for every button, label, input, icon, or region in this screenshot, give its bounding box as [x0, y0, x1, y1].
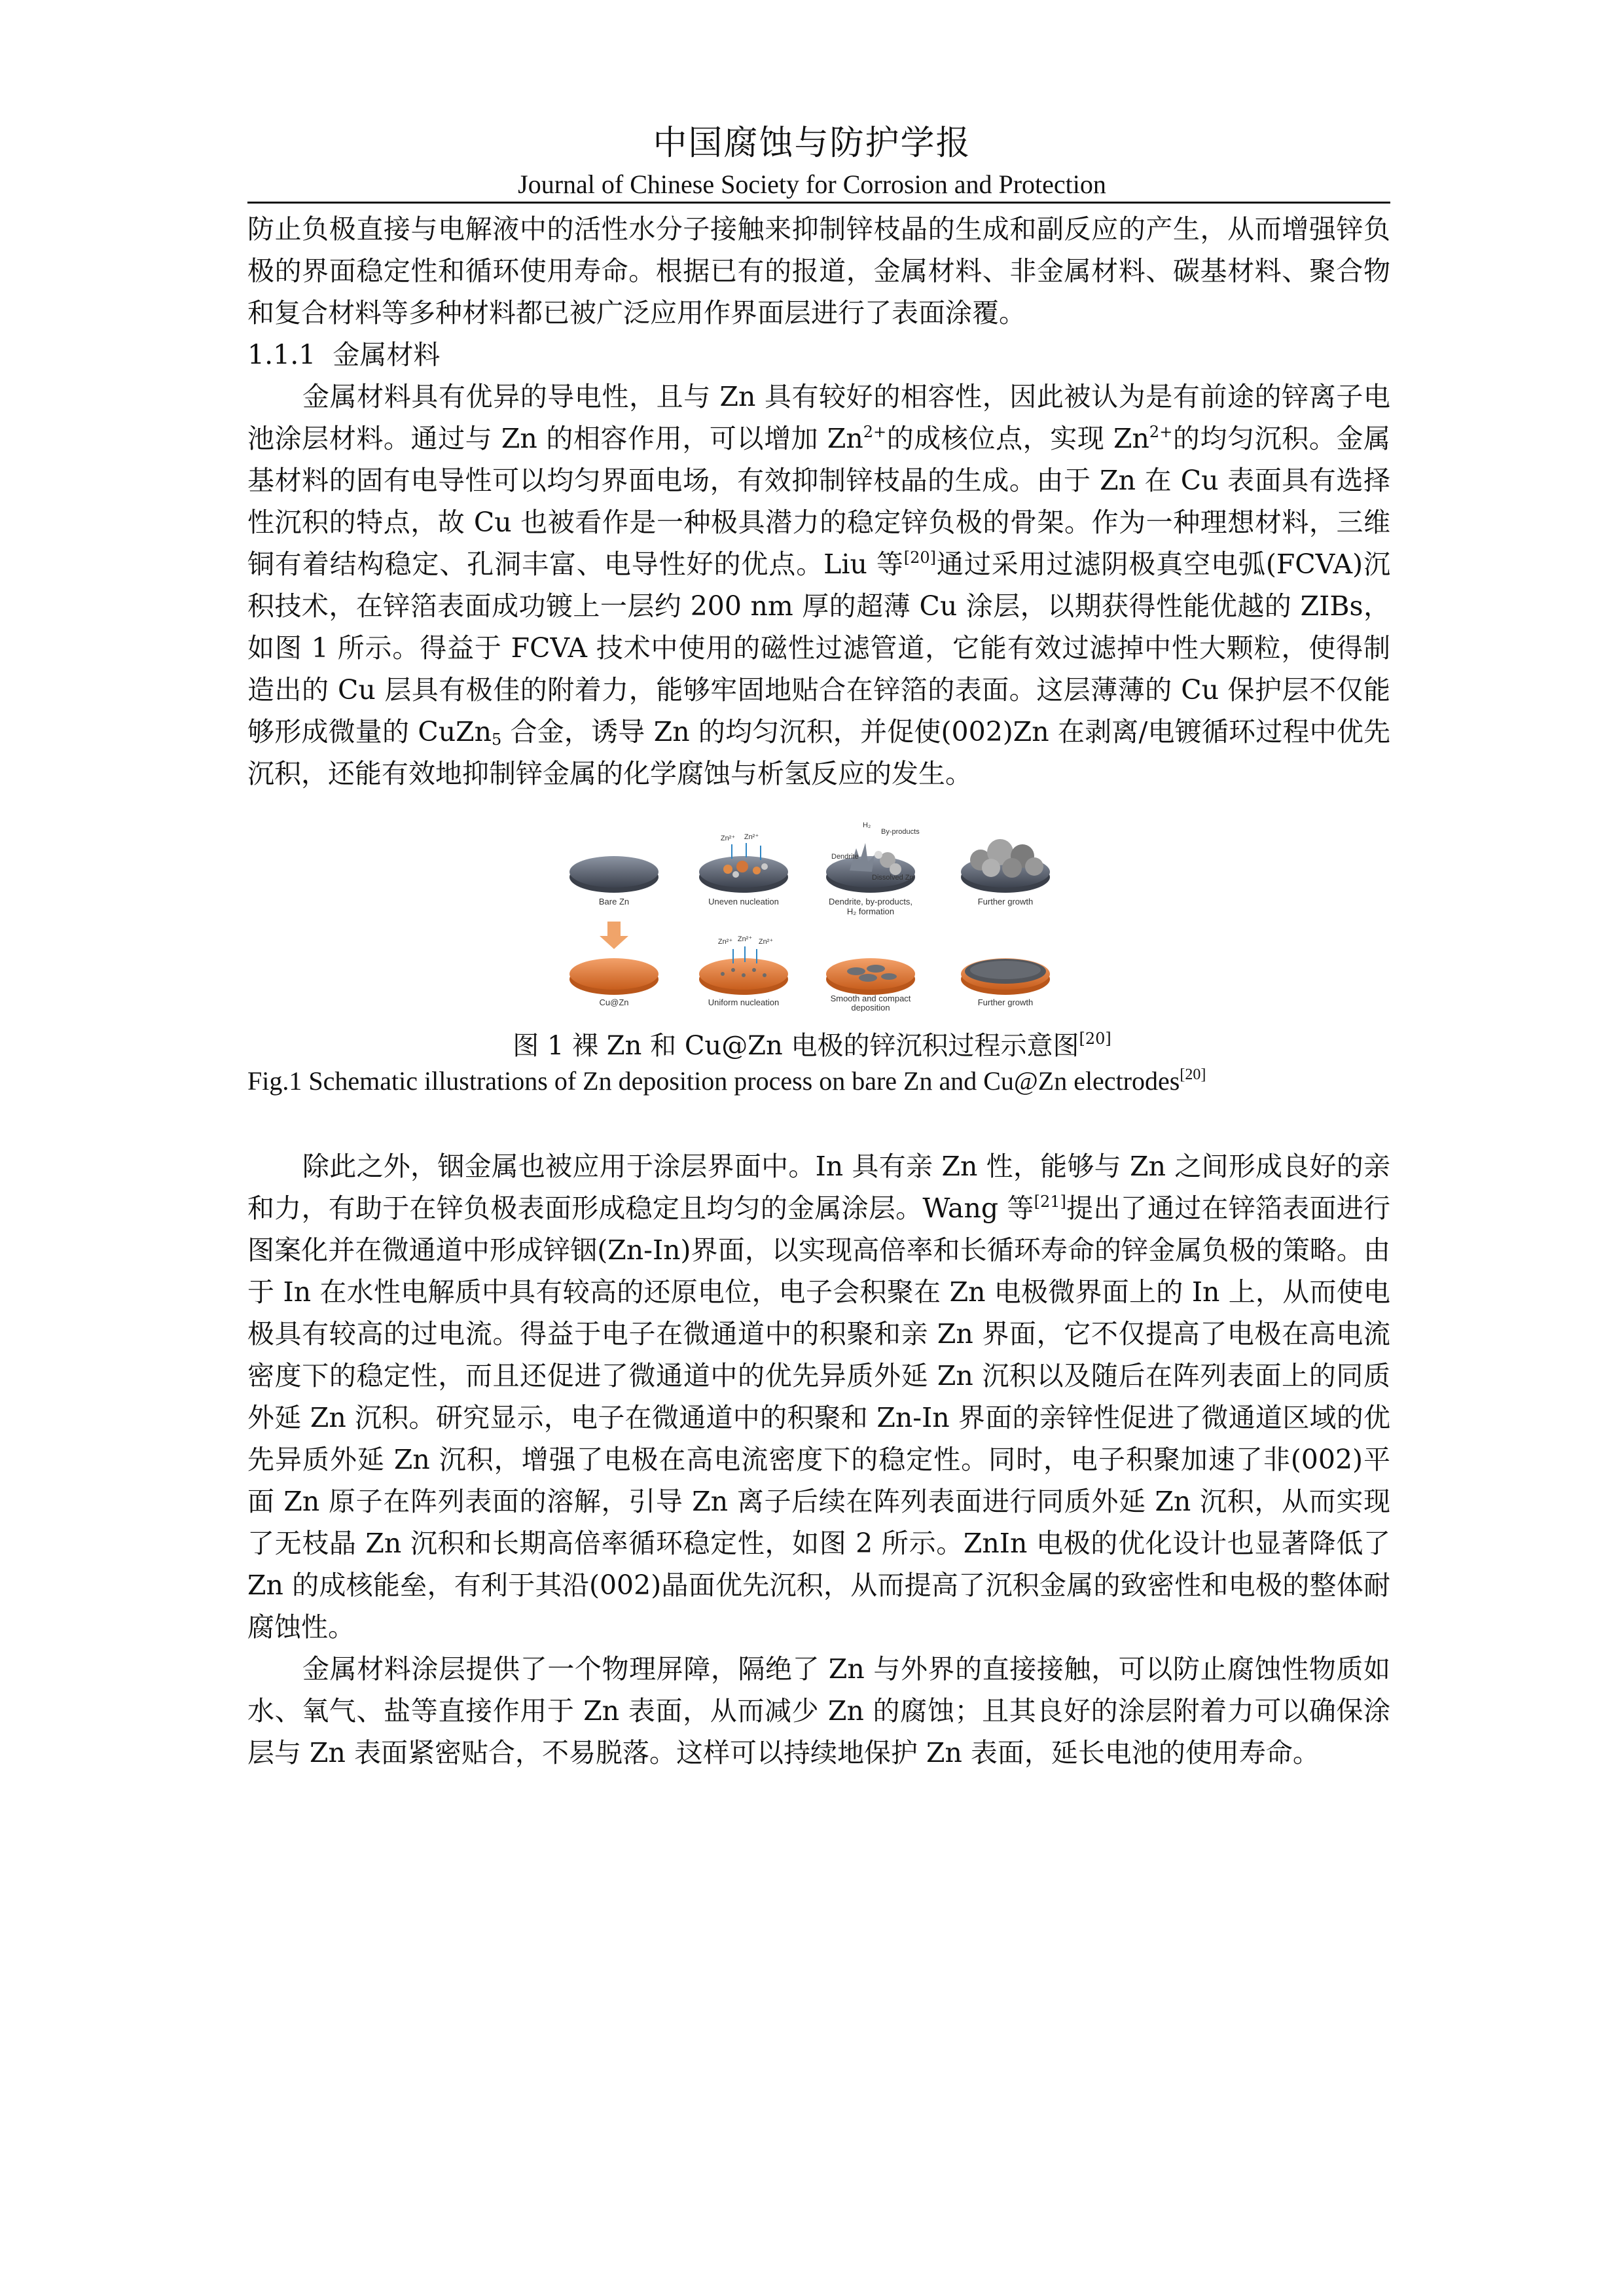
label-zn-ion: Zn²⁺ [720, 834, 736, 842]
citation-ref: [20] [903, 548, 936, 567]
label-cu-zn: Cu@Zn [599, 997, 629, 1007]
citation-ref: [20] [1180, 1066, 1206, 1083]
figure-1 [568, 814, 1072, 1012]
coating-paragraph: 金属材料涂层提供了一个物理屏障，隔绝了 Zn 与外界的直接接触，可以防止腐蚀性物质如水、氧气、盐等直接作用于 Zn 表面，从而减少 Zn 的腐蚀；且其良好的涂层附着力可以确保涂层与 Zn 表面紧密贴合，不易脱落。这样可以持续地保护 Zn 表面，延长电池的使用寿命。 [247, 1653, 1390, 1768]
metal-paragraph-text-b: 的成核位点，实现 Zn [886, 423, 1149, 454]
label-dissolved-zn: Dissolved Zn [872, 874, 914, 882]
label-zn-ion: Zn²⁺ [744, 833, 759, 841]
label-dendrite: Dendrite, by-products, [829, 897, 912, 906]
figure-caption-cn [0, 1025, 1624, 1062]
down-arrow [600, 922, 628, 949]
metal-paragraph-text-e: 合金，诱导 Zn 的均匀沉积，并促使(002)Zn 在剥离/电镀循环过程中优先沉积，还能有效地抑制锌金属的化学腐蚀与析氢反应的发生。 [247, 716, 1391, 789]
superscript-charge: 2+ [1149, 423, 1173, 441]
label-h2-formation: H₂ formation [846, 906, 895, 916]
dendrite-disk [826, 843, 915, 893]
metal-paragraph [247, 376, 1390, 795]
label-h2: H₂ [863, 821, 871, 829]
superscript-charge: 2+ [863, 423, 887, 441]
label-zn-ion: Zn²⁺ [737, 935, 753, 943]
figure-caption-en-text: Fig.1 Schematic illustrations of Zn deposition process on bare Zn and Cu@Zn electrodes [247, 1066, 1180, 1096]
label-uniform-nucleation: Uniform nucleation [708, 997, 780, 1007]
section-heading [247, 334, 1390, 376]
journal-title-cn: 中国腐蚀与防护学报 [653, 124, 971, 163]
figure-caption-en [247, 1066, 1390, 1096]
bare-zn-disk [569, 856, 659, 893]
metal-paragraph-text-d: 通过采用过滤阴极真空电弧(FCVA)沉积技术，在锌箔表面成功镀上一层约 200 nm 厚的超薄 Cu 涂层，以期获得性能优越的 ZIBs，如图 1 所示。得益于 FCVA 技术中使用的磁性过滤管道，它能有效过滤掉中性大颗粒，使得制造出的 Cu 层具有极佳的附着力，能够牢固地贴合在锌箔的表面。这层薄薄的 Cu 保护层不仅能够形成微量的 CuZn [247, 548, 1390, 747]
intro-block [247, 208, 1390, 795]
journal-title-en: Journal of Chinese Society for Corrosion and Protection [518, 170, 1106, 199]
label-deposition: deposition [851, 1003, 890, 1012]
smooth-deposition-disk [826, 958, 915, 995]
label-further-growth-top: Further growth [977, 897, 1034, 906]
label-bare-zn: Bare Zn [598, 897, 630, 906]
further-growth-bottom-disk [961, 958, 1050, 995]
label-dendrite-tag: Dendrite [831, 853, 859, 861]
figure-1-schematic [568, 814, 1072, 1012]
figure-caption-cn-text: 图 1 裸 Zn 和 Cu@Zn 电极的锌沉积过程示意图 [513, 1031, 1079, 1061]
indium-paragraph-text-b: 提出了通过在锌箔表面进行图案化并在微通道中形成锌铟(Zn-In)界面，以实现高倍率和长循环寿命的锌金属负极的策略。由于 In 在水性电解质中具有较高的还原电位，电子会积聚在 Zn 电极微界面上的 In 上，从而使电极具有较高的过电流。得益于电子在微通道中的积聚和亲 Zn 界面，它不仅提高了电极在高电流密度下的稳定性，而且还促进了微通道中的优先异质外延 Zn 沉积以及随后在阵列表面上的同质外延 Zn 沉积。研究显示，电子在微通道中的积聚和 Zn-In 界面的亲锌性促进了微通道区域的优先异质外延 Zn 沉积，增强了电极在高电流密度下的稳定性。同时，电子积聚加速了非(002)平面 Zn 原子在阵列表面的溶解，引导 Zn 离子后续在阵列表面进行同质外延 Zn 沉积，从而实现了无枝晶 Zn 沉积和长期高倍率循环稳定性，如图 2 所示。ZnIn 电极的优化设计也显著降低了 Zn 的成核能垒，有利于其沿(002)晶面优先沉积，从而提高了沉积金属的致密性和电极的整体耐腐蚀性。 [247, 1193, 1391, 1643]
further-growth-top-disk [961, 839, 1050, 893]
section-title: 金属材料 [333, 339, 441, 370]
metal-paragraph-text-a: 金属材料具有优异的导电性，且与 Zn 具有较好的相容性，因此被认为是有前途的锌离子电池涂层材料。通过与 Zn 的相容作用，可以增加 Zn [247, 381, 1390, 454]
citation-ref: [20] [1079, 1030, 1111, 1048]
label-smooth-compact: Smooth and compact [830, 994, 911, 1003]
uneven-nucleation-disk [699, 843, 788, 893]
indium-paragraph [247, 1145, 1390, 1648]
indium-block [247, 1145, 1390, 1774]
header-rule [247, 202, 1390, 204]
intro-paragraph: 防止负极直接与电解液中的活性水分子接触来抑制锌枝晶的生成和副反应的产生，从而增强锌负极的界面稳定性和循环使用寿命。根据已有的报道，金属材料、非金属材料、碳基材料、聚合物和复合材料等多种材料都已被广泛应用作界面层进行了表面涂覆。 [247, 213, 1390, 329]
metal-paragraph-text-c: 的均匀沉积。金属基材料的固有电导性可以均匀界面电场，有效抑制锌枝晶的生成。由于 Zn 在 Cu 表面具有选择性沉积的特点，故 Cu 也被看作是一种极具潜力的稳定锌负极的骨架。作为一种理想材料，三维铜有着结构稳定、孔洞丰富、电导性好的优点。Liu 等 [247, 423, 1390, 580]
label-by-products: By-products [881, 828, 920, 836]
citation-ref: [21] [1034, 1193, 1066, 1211]
label-zn-ion: Zn²⁺ [717, 938, 733, 946]
cu-zn-disk [569, 958, 659, 995]
label-further-growth-bottom: Further growth [977, 997, 1034, 1007]
section-number: 1.1.1 [247, 339, 316, 370]
uniform-nucleation-disk [699, 946, 788, 995]
label-zn-ion: Zn²⁺ [758, 938, 774, 946]
subscript-5: 5 [492, 730, 502, 749]
label-uneven-nucleation: Uneven nucleation [708, 897, 779, 906]
indium-paragraph-text-a: 除此之外，铟金属也被应用于涂层界面中。In 具有亲 Zn 性，能够与 Zn 之间形成良好的亲和力，有助于在锌负极表面形成稳定且均匀的金属涂层。Wang 等 [247, 1151, 1390, 1224]
